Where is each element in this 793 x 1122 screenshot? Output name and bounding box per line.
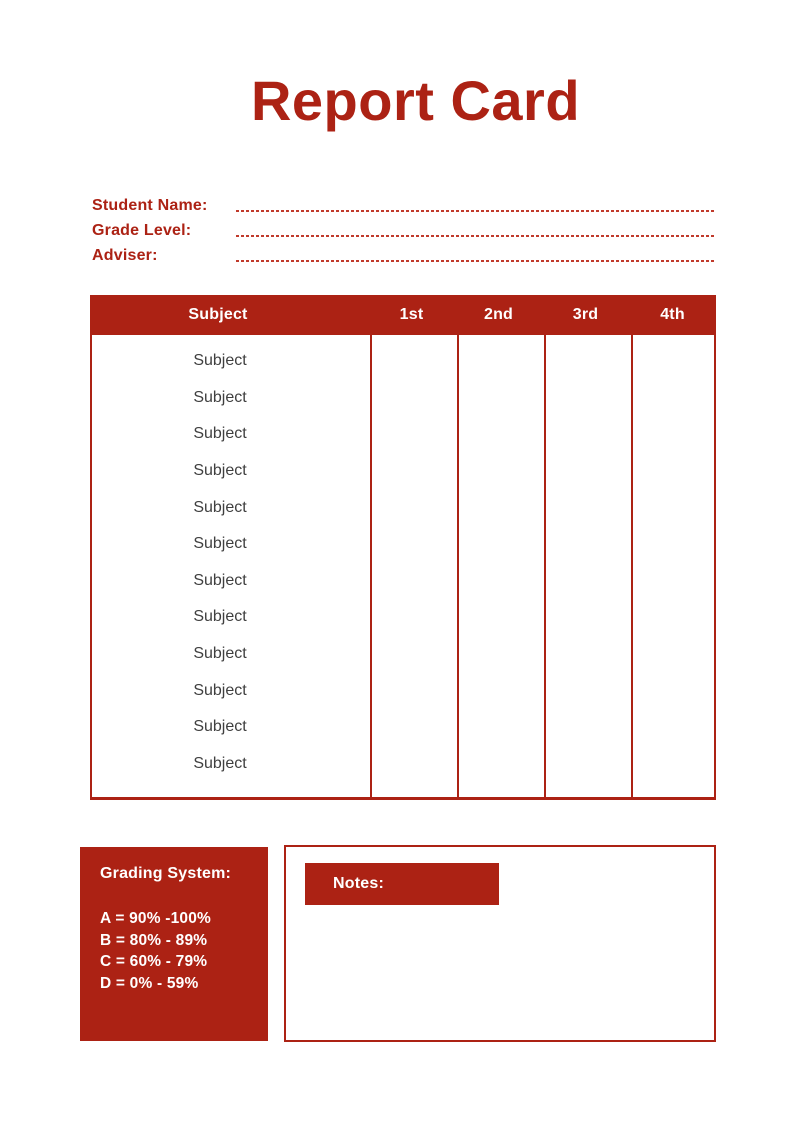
subject-cell: Subject (193, 645, 247, 662)
grade-level-label: Grade Level: (92, 222, 192, 239)
grades-table-header (90, 295, 716, 335)
adviser-field[interactable] (236, 260, 716, 262)
grading-scale-list (100, 908, 260, 994)
subject-cell: Subject (193, 461, 247, 479)
notes-content-area[interactable] (306, 917, 696, 1030)
grade-column-1st[interactable] (370, 335, 457, 797)
grading-scale-d: D = 0% - 59% (100, 974, 199, 992)
grades-table-body (90, 335, 716, 800)
page-title: Report Card (250, 69, 581, 132)
header-1st-quarter: 1st (399, 306, 424, 323)
notes-label: Notes: (305, 863, 499, 905)
subject-cell: Subject (193, 571, 247, 589)
title-container (38, 70, 793, 132)
grade-column-4th[interactable] (631, 335, 714, 797)
adviser-row (92, 243, 716, 268)
grading-scale-a: A = 90% -100% (100, 910, 212, 927)
grade-level-field[interactable] (236, 235, 716, 237)
student-name-row (92, 193, 716, 218)
header-3rd-quarter: 3rd (572, 306, 599, 323)
subject-cell: Subject (193, 608, 247, 626)
grade-level-row (92, 218, 716, 243)
grading-scale-b: B = 80% - 89% (100, 931, 208, 949)
subject-column (92, 335, 370, 797)
student-name-label: Student Name: (92, 197, 208, 214)
adviser-label: Adviser: (92, 247, 158, 264)
header-4th-quarter: 4th (660, 306, 685, 323)
header-2nd-quarter: 2nd (483, 306, 514, 323)
student-info-section (92, 193, 716, 268)
grades-table (90, 295, 716, 800)
grading-system-box (80, 847, 268, 1041)
grade-column-3rd[interactable] (544, 335, 631, 797)
notes-box (284, 845, 716, 1042)
subject-cell: Subject (193, 754, 247, 772)
header-subject: Subject (188, 306, 248, 323)
subject-cell: Subject (193, 718, 247, 736)
grade-column-2nd[interactable] (457, 335, 544, 797)
subject-cell: Subject (193, 681, 247, 699)
student-name-field[interactable] (236, 210, 716, 212)
grading-scale-c: C = 60% - 79% (100, 953, 208, 970)
subject-cell: Subject (193, 425, 247, 443)
subject-cell: Subject (193, 535, 247, 553)
grading-system-title: Grading System: (100, 865, 232, 882)
subject-cell: Subject (193, 498, 247, 516)
subject-cell: Subject (193, 388, 247, 406)
subject-cell: Subject (193, 352, 247, 369)
